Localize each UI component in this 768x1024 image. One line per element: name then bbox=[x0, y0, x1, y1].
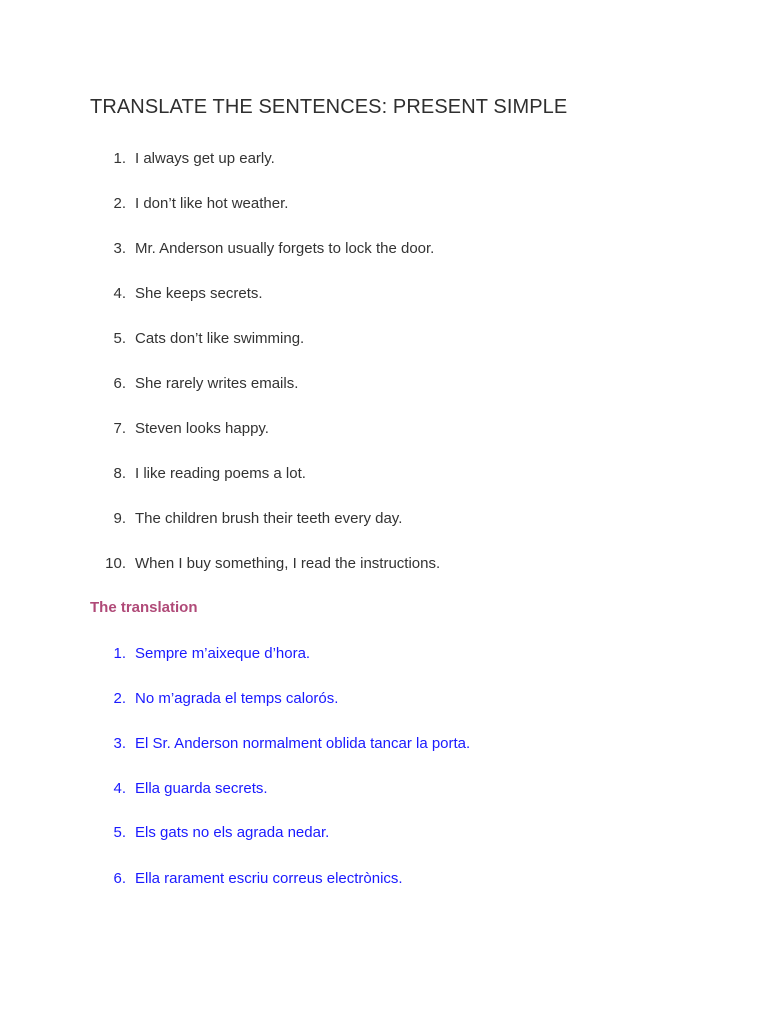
item-number: 2. bbox=[113, 195, 126, 212]
translation-text: Ella rarament escriu correus electrònics. bbox=[135, 870, 403, 887]
translation-text: Sempre m’aixeque d’hora. bbox=[135, 645, 311, 662]
sentence-text: When I buy something, I read the instructions. bbox=[135, 555, 441, 572]
sentence-text: Mr. Anderson usually forgets to lock the door. bbox=[135, 240, 435, 257]
sentence-text: The children brush their teeth every day. bbox=[135, 510, 403, 527]
item-number: 1. bbox=[113, 645, 126, 662]
sentence-text: She rarely writes emails. bbox=[135, 375, 299, 392]
page-title: TRANSLATE THE SENTENCES: PRESENT SIMPLE bbox=[90, 96, 568, 118]
item-number: 4. bbox=[113, 780, 126, 797]
sentence-text: Cats don’t like swimming. bbox=[135, 330, 305, 347]
translation-text: Els gats no els agrada nedar. bbox=[135, 824, 330, 841]
translation-text: Ella guarda secrets. bbox=[135, 780, 268, 797]
item-number: 8. bbox=[113, 465, 126, 482]
item-number: 6. bbox=[113, 870, 126, 887]
item-number: 2. bbox=[113, 690, 126, 707]
item-number: 5. bbox=[113, 330, 126, 347]
item-number: 3. bbox=[113, 240, 126, 257]
item-number: 4. bbox=[113, 285, 126, 302]
item-number: 6. bbox=[113, 375, 126, 392]
item-number: 7. bbox=[113, 420, 126, 437]
item-number: 1. bbox=[113, 150, 126, 167]
item-number: 3. bbox=[113, 735, 126, 752]
sentence-text: She keeps secrets. bbox=[135, 285, 263, 302]
sentence-text: Steven looks happy. bbox=[135, 420, 269, 437]
item-number: 10. bbox=[105, 555, 126, 572]
item-number: 5. bbox=[113, 824, 126, 841]
translation-heading: The translation bbox=[90, 599, 198, 616]
sentence-text: I always get up early. bbox=[135, 150, 275, 167]
sentence-text: I like reading poems a lot. bbox=[135, 465, 306, 482]
item-number: 9. bbox=[113, 510, 126, 527]
sentence-text: I don’t like hot weather. bbox=[135, 195, 289, 212]
translation-text: El Sr. Anderson normalment oblida tancar la porta. bbox=[135, 735, 471, 752]
translation-text: No m’agrada el temps calorós. bbox=[135, 690, 339, 707]
